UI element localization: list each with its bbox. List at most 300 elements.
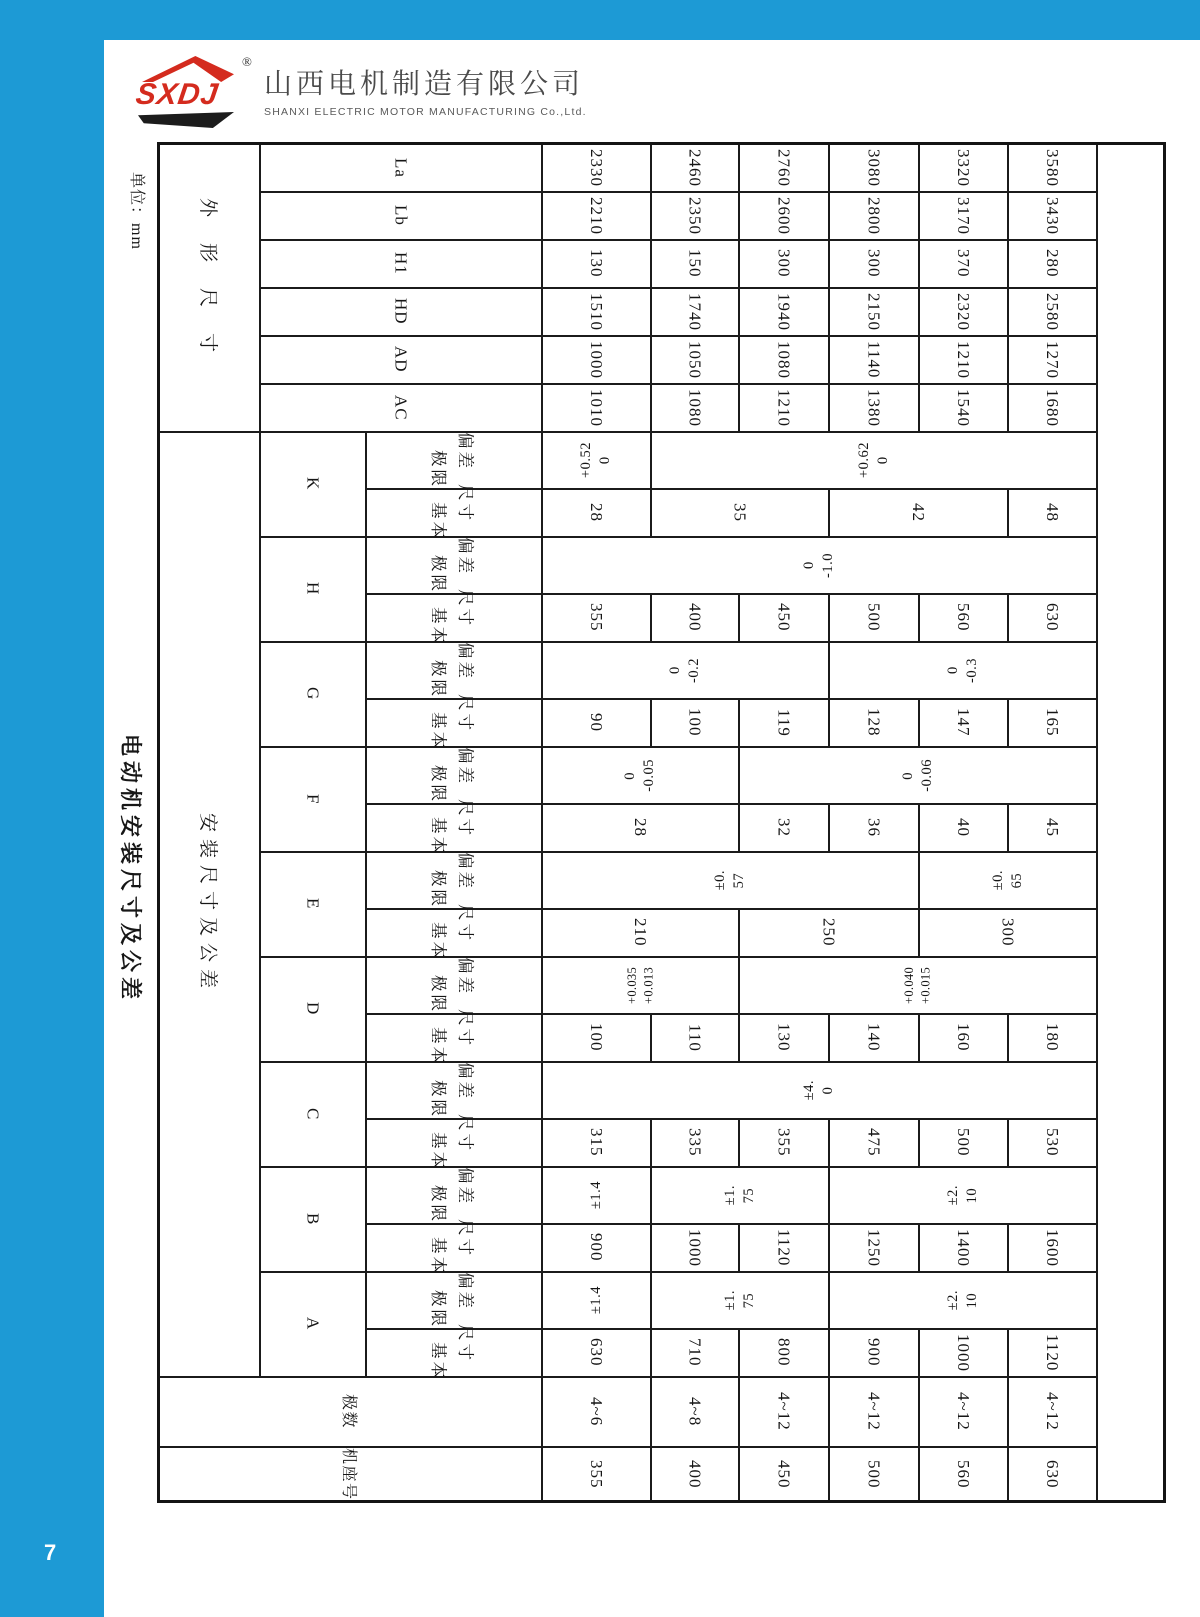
- poles-value-cell: [919, 1377, 1008, 1447]
- basic-size-cell: [651, 1329, 739, 1377]
- outline-value-cell: [1008, 288, 1097, 336]
- basic-size-header: [366, 904, 542, 961]
- limit-deviation-cell: [651, 1167, 829, 1224]
- tolerance-text: +0.035 +0.013: [624, 966, 655, 1004]
- rotated-text: A: [303, 1317, 323, 1331]
- basic-size-header: [366, 1009, 542, 1066]
- rotated-text: 800: [774, 1338, 794, 1367]
- rotated-text: 偏差: [456, 956, 475, 996]
- rotated-text: 尺寸: [456, 1009, 475, 1048]
- basic-size-cell: [829, 1119, 919, 1167]
- rotated-text: 150: [685, 249, 705, 278]
- registered-mark: ®: [242, 54, 252, 69]
- limit-deviation-cell: [542, 1272, 651, 1329]
- rotated-text: 基本: [429, 607, 448, 646]
- tolerance-text: 0 -0.3: [944, 657, 980, 683]
- limit-deviation-cell: [542, 1062, 1097, 1119]
- mounting-dim-label: [260, 1167, 366, 1272]
- outline-value-cell: [829, 192, 919, 240]
- rotated-text: 偏差: [456, 431, 475, 471]
- outline-value-cell: [739, 240, 829, 288]
- limit-deviation-cell: [739, 747, 1097, 804]
- logo-text-block: [264, 56, 587, 118]
- limit-deviation-cell: [542, 852, 919, 909]
- rotated-text: 外形尺寸: [196, 197, 218, 378]
- tolerance-text: ±1. 75: [721, 1289, 757, 1311]
- rotated-text: 2150: [864, 292, 884, 331]
- tolerance-text: ±1.4: [587, 1180, 604, 1210]
- rotated-text: 偏差: [456, 746, 475, 786]
- limit-deviation-header: [366, 1062, 542, 1119]
- outline-value-cell: [651, 240, 739, 288]
- basic-size-cell: [829, 699, 919, 747]
- basic-size-cell: [919, 1119, 1008, 1167]
- dimensions-table: [157, 142, 1166, 1503]
- rotated-text: 极限: [429, 869, 448, 909]
- frame-number-cell: [829, 1447, 919, 1502]
- rotated-text: 极限: [429, 1079, 448, 1119]
- basic-size-cell: [651, 594, 739, 642]
- rotated-text: AD: [391, 346, 411, 373]
- limit-deviation-cell: [829, 1272, 1097, 1329]
- company-name-cn: 山西电机制造有限公司: [264, 68, 585, 99]
- rotated-text: 极限: [429, 1184, 448, 1224]
- mounting-dim-label: [260, 642, 366, 747]
- outline-section-label: [159, 144, 260, 432]
- basic-size-cell: [919, 594, 1008, 642]
- outline-value-cell: [1008, 384, 1097, 432]
- rotated-text: 1270: [1043, 340, 1062, 379]
- basic-size-cell: [1008, 1119, 1097, 1167]
- rotated-text: 偏差: [456, 851, 475, 891]
- page-number: 7: [44, 1540, 57, 1565]
- basic-size-header: [366, 589, 542, 646]
- basic-size-cell: [651, 699, 739, 747]
- limit-deviation-header: [366, 537, 542, 594]
- outline-value-cell: [1008, 192, 1097, 240]
- outline-value-cell: [651, 288, 739, 336]
- rotated-text: 450: [774, 603, 794, 632]
- poles-value-cell: [739, 1377, 829, 1447]
- basic-size-cell: [542, 909, 739, 957]
- outline-value-cell: [829, 288, 919, 336]
- basic-size-cell: [739, 804, 829, 852]
- spare-empty-column: [1097, 144, 1165, 1502]
- rotated-text: 偏差: [456, 1061, 475, 1101]
- outline-value-cell: [651, 384, 739, 432]
- frame-number-cell: [651, 1447, 739, 1502]
- rotated-text: D: [303, 1002, 323, 1016]
- rotated-text: 3430: [1043, 196, 1062, 235]
- limit-deviation-cell: [829, 642, 1097, 699]
- rotated-text: 2600: [774, 196, 794, 235]
- rotated-text: 500: [864, 603, 884, 632]
- rotated-text: 2330: [587, 148, 606, 187]
- basic-size-cell: [542, 804, 739, 852]
- rotated-text: 尺寸: [456, 1219, 475, 1258]
- rotated-text: 900: [587, 1233, 606, 1262]
- basic-size-cell: [829, 1014, 919, 1062]
- outline-dim-label: [260, 240, 542, 288]
- rotated-text: 36: [864, 818, 884, 837]
- rotated-text: 极限: [429, 449, 448, 489]
- rotated-text: 2210: [587, 196, 606, 235]
- limit-deviation-header: [366, 747, 542, 804]
- rotated-text: 基本: [429, 502, 448, 541]
- basic-size-cell: [829, 489, 1008, 537]
- rotated-text: C: [303, 1107, 323, 1121]
- rotated-text: 1000: [685, 1228, 705, 1267]
- rotated-text: 尺寸: [456, 1114, 475, 1153]
- rotated-text: 28: [631, 818, 650, 837]
- outline-dim-label: [260, 384, 542, 432]
- limit-deviation-header: [366, 852, 542, 909]
- frame-number-cell: [919, 1447, 1008, 1502]
- basic-size-cell: [919, 699, 1008, 747]
- poles-label: [159, 1377, 542, 1447]
- rotated-text: B: [303, 1212, 323, 1226]
- rotated-text: 119: [774, 708, 794, 737]
- rotated-text: 3320: [954, 148, 973, 187]
- rotated-text: 450: [774, 1459, 794, 1488]
- rotated-text: 安装尺寸及公差: [196, 812, 218, 995]
- basic-size-cell: [739, 909, 919, 957]
- outline-value-cell: [919, 384, 1008, 432]
- rotated-text: 165: [1043, 708, 1062, 737]
- rotated-text: 560: [954, 1459, 973, 1488]
- outline-value-cell: [829, 240, 919, 288]
- rotated-text: 2580: [1043, 292, 1062, 331]
- limit-deviation-cell: [542, 1167, 651, 1224]
- rotated-text: 400: [685, 1459, 705, 1488]
- tolerance-text: ±0. 57: [712, 869, 747, 891]
- limit-deviation-cell: [542, 537, 1097, 594]
- rotated-text: 1250: [864, 1228, 884, 1267]
- basic-size-cell: [542, 1329, 651, 1377]
- outline-value-cell: [919, 288, 1008, 336]
- limit-deviation-cell: [739, 957, 1097, 1014]
- rotated-text: 尺寸: [456, 904, 475, 943]
- rotated-text: 极限: [429, 554, 448, 594]
- basic-size-cell: [542, 1014, 651, 1062]
- rotated-text: 315: [587, 1128, 606, 1157]
- rotated-text: 32: [774, 818, 794, 837]
- outline-value-cell: [1008, 240, 1097, 288]
- outline-value-cell: [829, 336, 919, 384]
- rotated-text: Lb: [391, 205, 411, 226]
- tolerance-text: 0 -0.05: [622, 758, 657, 792]
- rotated-text: 1740: [685, 292, 705, 331]
- basic-size-cell: [739, 1329, 829, 1377]
- rotated-text: 基本: [429, 817, 448, 856]
- rotated-text: 基本: [429, 1237, 448, 1276]
- sxdj-logo-icon: [133, 54, 252, 130]
- rotated-text: 尺寸: [456, 484, 475, 523]
- rotated-text: 尺寸: [456, 799, 475, 838]
- tolerance-text: 0 -1.0: [801, 552, 836, 578]
- basic-size-cell: [1008, 489, 1097, 537]
- limit-deviation-cell: [542, 432, 651, 489]
- rotated-text: 1540: [954, 388, 973, 427]
- rotated-text: AC: [391, 394, 411, 421]
- rotated-text: 630: [1043, 603, 1062, 632]
- rotated-text: 4~12: [774, 1392, 794, 1431]
- rotated-text: 370: [954, 249, 973, 278]
- outline-dim-label: [260, 336, 542, 384]
- limit-deviation-cell: [542, 747, 739, 804]
- outline-value-cell: [542, 288, 651, 336]
- rotated-text: 机座号: [339, 1447, 357, 1501]
- rotated-text: 100: [587, 1023, 606, 1052]
- basic-size-cell: [739, 594, 829, 642]
- outline-dim-label: [260, 288, 542, 336]
- outline-value-cell: [919, 240, 1008, 288]
- mounting-dim-label: [260, 537, 366, 642]
- basic-size-cell: [542, 1119, 651, 1167]
- outline-value-cell: [739, 336, 829, 384]
- basic-size-cell: [829, 804, 919, 852]
- basic-size-cell: [919, 1014, 1008, 1062]
- basic-size-cell: [1008, 1224, 1097, 1272]
- rotated-text: 基本: [429, 712, 448, 751]
- mounting-dim-label: [260, 432, 366, 537]
- rotated-text: 160: [954, 1023, 973, 1052]
- rotated-text: 3170: [954, 196, 973, 235]
- rotated-text: 1210: [774, 388, 794, 427]
- tolerance-text: 0 -0.06: [899, 758, 935, 792]
- rotated-text: 110: [685, 1023, 705, 1052]
- outline-value-cell: [542, 336, 651, 384]
- basic-size-header: [366, 694, 542, 751]
- tolerance-text: ±4. 0: [801, 1079, 836, 1101]
- company-logo: [133, 54, 587, 130]
- rotated-text: 4~8: [685, 1396, 705, 1427]
- rotated-text: 4~12: [864, 1392, 884, 1431]
- outline-value-cell: [1008, 144, 1097, 192]
- basic-size-cell: [739, 1014, 829, 1062]
- basic-size-cell: [919, 804, 1008, 852]
- limit-deviation-header: [366, 1272, 542, 1329]
- rotated-text: 500: [864, 1459, 884, 1488]
- basic-size-cell: [739, 699, 829, 747]
- rotated-text: 1000: [587, 340, 606, 379]
- rotated-text: G: [303, 687, 323, 701]
- basic-size-header: [366, 1114, 542, 1171]
- basic-size-cell: [651, 1224, 739, 1272]
- outline-value-cell: [542, 384, 651, 432]
- limit-deviation-header: [366, 432, 542, 489]
- basic-size-cell: [919, 1224, 1008, 1272]
- basic-size-cell: [651, 1014, 739, 1062]
- rotated-text: 128: [864, 708, 884, 737]
- rotated-text: 48: [1043, 503, 1062, 522]
- frame-number-cell: [542, 1447, 651, 1502]
- rotated-text: 630: [587, 1338, 606, 1367]
- rotated-text: 355: [587, 603, 606, 632]
- outline-value-cell: [1008, 336, 1097, 384]
- logo-swoosh-shape: [138, 112, 234, 128]
- rotated-text: 560: [954, 603, 973, 632]
- basic-size-cell: [829, 1224, 919, 1272]
- poles-value-cell: [651, 1377, 739, 1447]
- basic-size-cell: [739, 1119, 829, 1167]
- top-blue-band: [0, 0, 1200, 40]
- limit-deviation-cell: [919, 852, 1097, 909]
- mounting-dim-label: [260, 957, 366, 1062]
- left-blue-band: [0, 0, 104, 1617]
- rotated-text: 130: [774, 1023, 794, 1052]
- rotated-text: 4~12: [954, 1392, 973, 1431]
- rotated-text: 1120: [1043, 1333, 1062, 1372]
- rotated-text: 3080: [864, 148, 884, 187]
- outline-value-cell: [739, 384, 829, 432]
- rotated-text: 极限: [429, 764, 448, 804]
- unit-label: 单位：mm: [128, 172, 145, 250]
- rotated-text: 40: [954, 818, 973, 837]
- rotated-text: 400: [685, 603, 705, 632]
- rotated-text: 35: [730, 503, 750, 522]
- rotated-text: 尺寸: [456, 589, 475, 628]
- dimensions-table-body: [159, 144, 1165, 1502]
- rotated-text: 尺寸: [456, 1324, 475, 1363]
- tolerance-text: ±2. 10: [944, 1289, 980, 1311]
- basic-size-cell: [1008, 1329, 1097, 1377]
- rotated-text: 45: [1043, 818, 1062, 837]
- basic-size-cell: [919, 909, 1097, 957]
- rotated-text: 1010: [587, 388, 606, 427]
- mounting-dim-label: [260, 1272, 366, 1377]
- basic-size-cell: [651, 489, 829, 537]
- rotated-text: 基本: [429, 1132, 448, 1171]
- rotated-text: 3580: [1043, 148, 1062, 187]
- rotated-text: 偏差: [456, 641, 475, 681]
- frame-number-cell: [1008, 1447, 1097, 1502]
- basic-size-cell: [1008, 594, 1097, 642]
- frame-number-cell: [739, 1447, 829, 1502]
- basic-size-header: [366, 1219, 542, 1276]
- limit-deviation-cell: [651, 432, 1097, 489]
- rotated-text: HD: [391, 298, 411, 325]
- rotated-text: 1000: [954, 1333, 973, 1372]
- poles-value-cell: [829, 1377, 919, 1447]
- outline-value-cell: [829, 144, 919, 192]
- basic-size-cell: [919, 1329, 1008, 1377]
- outline-value-cell: [919, 144, 1008, 192]
- outline-value-cell: [919, 336, 1008, 384]
- outline-value-cell: [739, 192, 829, 240]
- rotated-text: 900: [864, 1338, 884, 1367]
- basic-size-cell: [542, 699, 651, 747]
- rotated-text: K: [303, 477, 323, 491]
- outline-value-cell: [739, 144, 829, 192]
- limit-deviation-cell: [542, 957, 739, 1014]
- tolerance-text: 0 -0.2: [667, 657, 702, 683]
- basic-size-header: [366, 1324, 542, 1381]
- rotated-text: 1080: [685, 388, 705, 427]
- rotated-text: La: [391, 157, 411, 178]
- basic-size-cell: [1008, 804, 1097, 852]
- limit-deviation-header: [366, 957, 542, 1014]
- tolerance-text: +0.62 0: [855, 441, 891, 479]
- rotated-text: 2800: [864, 196, 884, 235]
- rotated-text: 1400: [954, 1228, 973, 1267]
- rotated-text: 280: [1043, 249, 1062, 278]
- basic-size-cell: [829, 1329, 919, 1377]
- outline-value-cell: [919, 192, 1008, 240]
- rotated-text: 1050: [685, 340, 705, 379]
- mounting-dim-label: [260, 1062, 366, 1167]
- mounting-dim-label: [260, 852, 366, 957]
- rotated-text: 28: [587, 503, 606, 522]
- poles-value-cell: [1008, 1377, 1097, 1447]
- rotated-text: 335: [685, 1128, 705, 1157]
- limit-deviation-header: [366, 642, 542, 699]
- rotated-text: 130: [587, 249, 606, 278]
- tolerance-text: ±1. 75: [721, 1184, 757, 1206]
- rotated-text: 极限: [429, 1289, 448, 1329]
- outline-value-cell: [542, 240, 651, 288]
- rotated-text: 2350: [685, 196, 705, 235]
- rotated-text: E: [303, 898, 323, 910]
- outline-dim-label: [260, 144, 542, 192]
- tolerance-text: ±2. 10: [944, 1184, 980, 1206]
- rotated-text: 4~12: [1043, 1392, 1062, 1431]
- rotated-text: 300: [864, 249, 884, 278]
- rotated-text: 300: [774, 249, 794, 278]
- basic-size-cell: [739, 1224, 829, 1272]
- rotated-text: 2320: [954, 292, 973, 331]
- rotated-text: 尺寸: [456, 694, 475, 733]
- outline-value-cell: [651, 336, 739, 384]
- rotated-text: 基本: [429, 922, 448, 961]
- rotated-text: 90: [587, 713, 606, 732]
- tolerance-text: ±1.4: [587, 1285, 604, 1315]
- rotated-text: 1120: [774, 1228, 794, 1267]
- mounting-section-label: [159, 432, 260, 1377]
- rotated-text: 2460: [685, 148, 705, 187]
- basic-size-header: [366, 484, 542, 541]
- rotated-text: 530: [1043, 1128, 1062, 1157]
- rotated-text: 42: [909, 503, 928, 522]
- rotated-text: F: [303, 793, 323, 805]
- rotated-text: 极限: [429, 974, 448, 1014]
- rotated-text: 1140: [864, 340, 884, 379]
- outline-dim-label: [260, 192, 542, 240]
- outline-value-cell: [651, 144, 739, 192]
- company-name-en: SHANXI ELECTRIC MOTOR MANUFACTURING Co.,Ltd.: [264, 106, 587, 118]
- limit-deviation-header: [366, 1167, 542, 1224]
- page-side-title: 电动机安装尺寸及公差: [118, 734, 143, 1005]
- rotated-text: 1080: [774, 340, 794, 379]
- rotated-text: 1380: [864, 388, 884, 427]
- rotated-text: 210: [631, 918, 650, 947]
- tolerance-text: ±0. 65: [989, 869, 1025, 891]
- rotated-text: 1210: [954, 340, 973, 379]
- limit-deviation-cell: [542, 642, 829, 699]
- rotated-text: H: [303, 582, 323, 596]
- outline-value-cell: [542, 144, 651, 192]
- rotated-text: 极数: [339, 1393, 357, 1429]
- basic-size-cell: [1008, 1014, 1097, 1062]
- rotated-text: H1: [391, 252, 411, 275]
- poles-value-cell: [542, 1377, 651, 1447]
- rotated-text: 基本: [429, 1342, 448, 1381]
- rotated-text: 1940: [774, 292, 794, 331]
- outline-value-cell: [829, 384, 919, 432]
- rotated-text: 偏差: [456, 1271, 475, 1311]
- rotated-text: 500: [954, 1128, 973, 1157]
- tolerance-text: +0.040 +0.015: [902, 966, 933, 1004]
